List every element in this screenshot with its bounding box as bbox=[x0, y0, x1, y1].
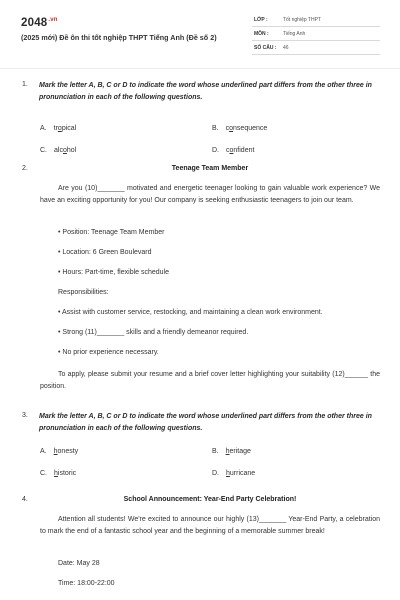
meta-count-row bbox=[252, 42, 380, 55]
option-b[interactable]: B. consequence bbox=[212, 125, 268, 132]
passage-title: Teenage Team Member bbox=[171, 165, 249, 172]
meta-class-row bbox=[252, 14, 380, 27]
question-number: 4. bbox=[22, 496, 28, 503]
option-d[interactable]: D. confident bbox=[212, 147, 255, 154]
exam-title: (2025 mới) Đề ôn thi tốt nghiệp THPT Tiếng Anh (Đề số 2) bbox=[21, 33, 217, 42]
apply-paragraph: To apply, please submit your resume and a brief cover letter highlighting your suitability (12)______ the position. bbox=[40, 371, 380, 390]
question-number: 1. bbox=[22, 81, 28, 88]
assist-line: • Assist with customer service, restocking, and maintaining a clean work environment. bbox=[58, 309, 323, 316]
page-header bbox=[0, 0, 400, 70]
meta-value: Tiếng Anh bbox=[283, 31, 306, 37]
question-instruction: Mark the letter A, B, C or D to indicate the word whose underlined part differs from the other three in pronunciation in each of the following questions. bbox=[39, 82, 372, 101]
location-line: • Location: 6 Green Boulevard bbox=[58, 249, 152, 256]
meta-value: 46 bbox=[283, 45, 289, 51]
header-divider bbox=[0, 68, 400, 69]
meta-subject-row bbox=[252, 28, 380, 41]
option-b[interactable]: B. heritage bbox=[212, 448, 251, 455]
site-logo[interactable]: $2048^{.vn}$ bbox=[21, 17, 58, 29]
responsibilities-heading: Responsibilities: bbox=[58, 289, 109, 296]
question-number: 3. bbox=[22, 412, 28, 419]
option-d[interactable]: D. hurricane bbox=[212, 470, 256, 477]
announcement-body: Attention all students! We're excited to announce our highly (13)_______ Year-End Party, a celebration to mark the end of a fantastic school year and the beginning of a memorable summer break! bbox=[40, 516, 380, 535]
no-experience-line: • No prior experience necessary. bbox=[58, 349, 159, 356]
hours-line: • Hours: Part-time, flexible schedule bbox=[58, 269, 169, 276]
passage-title: School Announcement: Year-End Party Celebration! bbox=[123, 496, 297, 503]
option-a[interactable]: A. honesty bbox=[40, 448, 79, 455]
option-c[interactable]: C. historic bbox=[40, 470, 77, 477]
question-number: 2. bbox=[22, 165, 28, 172]
meta-label: SỐ CÂU : bbox=[254, 45, 277, 51]
event-date: Date: May 28 bbox=[58, 560, 100, 567]
strong-skills-line: • Strong (11)_______ skills and a friendly demeanor required. bbox=[58, 329, 249, 336]
meta-label: LỚP : bbox=[254, 17, 268, 23]
meta-label: MÔN : bbox=[254, 31, 269, 37]
question-instruction: Mark the letter A, B, C or D to indicate the word whose underlined part differs from the other three in pronunciation in each of the following questions. bbox=[39, 413, 372, 432]
position-line: • Position: Teenage Team Member bbox=[58, 229, 165, 236]
event-time: Time: 18:00-22:00 bbox=[58, 580, 115, 587]
option-c[interactable]: C. alcohol bbox=[40, 147, 77, 154]
meta-value: Tốt nghiệp THPT bbox=[283, 17, 321, 23]
passage-intro: Are you (10)_______ motivated and energetic teenager looking to gain valuable work experience? We have an exciting opportunity for you! Our company is seeking enthusiastic teenagers to join our team. bbox=[40, 185, 380, 204]
option-a[interactable]: A. tropical bbox=[40, 125, 77, 132]
